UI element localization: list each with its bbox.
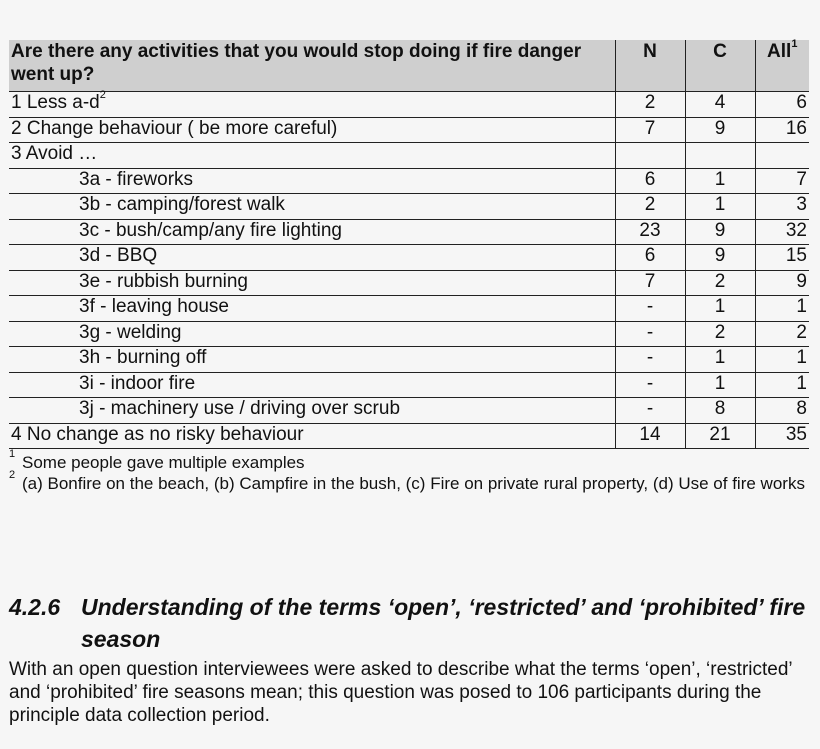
- row-label-text: 3a - fireworks: [79, 168, 194, 190]
- cell-all: 16: [755, 117, 809, 143]
- cell-c: 1: [685, 372, 755, 398]
- row-label: [9, 398, 615, 424]
- footnote-ref-1: 1: [791, 37, 798, 50]
- footnotes: [9, 448, 814, 495]
- table-row: [9, 194, 809, 220]
- cell-c: 1: [685, 168, 755, 194]
- cell-all: [755, 143, 809, 169]
- row-label: [9, 321, 615, 347]
- row-label: [9, 219, 615, 245]
- col-header-c: C: [685, 40, 755, 92]
- row-label-text: 3g - welding: [79, 321, 182, 343]
- cell-c: 9: [685, 245, 755, 271]
- table-row: [9, 296, 809, 322]
- row-label-text: 3e - rubbish burning: [79, 270, 248, 292]
- cell-all: 3: [755, 194, 809, 220]
- cell-n: 7: [615, 270, 685, 296]
- row-label-text: 3c - bush/camp/any fire lighting: [79, 219, 342, 241]
- cell-all: 1: [755, 296, 809, 322]
- row-label: [9, 88, 615, 118]
- table-row: [9, 347, 809, 373]
- row-label: [9, 270, 615, 296]
- row-label: [9, 347, 615, 373]
- footnote-mark: 2: [9, 469, 16, 482]
- table-row: [9, 398, 809, 424]
- table-row: [9, 270, 809, 296]
- cell-c: 4: [685, 92, 755, 118]
- col-header-n: N: [615, 40, 685, 92]
- footnote-text: (a) Bonfire on the beach, (b) Campfire in the bush, (c) Fire on private rural property, (d) Use of fire works: [22, 474, 805, 494]
- table-row: [9, 117, 809, 143]
- row-label-text: 3f - leaving house: [79, 296, 229, 317]
- row-label: [9, 245, 615, 271]
- cell-c: 1: [685, 347, 755, 373]
- cell-c: 2: [685, 321, 755, 347]
- cell-n: -: [615, 398, 685, 424]
- row-label: [9, 117, 615, 143]
- cell-n: 23: [615, 219, 685, 245]
- table-row: [9, 321, 809, 347]
- section-title-line2: season: [81, 625, 161, 652]
- table-row: [9, 168, 809, 194]
- row-label-text: 3i - indoor fire: [79, 372, 196, 394]
- cell-c: 9: [685, 219, 755, 245]
- cell-all: 9: [755, 270, 809, 296]
- table-row: [9, 143, 809, 169]
- cell-n: 6: [615, 168, 685, 194]
- cell-all: 8: [755, 398, 809, 424]
- table-header-row: [9, 40, 809, 92]
- section-heading: [9, 592, 809, 655]
- footnote-2: [9, 469, 814, 494]
- cell-n: 14: [615, 423, 685, 449]
- cell-c: 1: [685, 194, 755, 220]
- footnote-text: Some people gave multiple examples: [22, 453, 305, 472]
- cell-all: 2: [755, 321, 809, 347]
- row-label: [9, 143, 615, 169]
- cell-all: 32: [755, 219, 809, 245]
- cell-c: 9: [685, 117, 755, 143]
- row-label: [9, 168, 615, 194]
- cell-c: 2: [685, 270, 755, 296]
- section-number: 4.2.6: [9, 594, 61, 620]
- footnote-ref-2: 2: [99, 88, 106, 101]
- footnote-mark: 1: [9, 448, 16, 460]
- cell-n: -: [615, 372, 685, 398]
- cell-all: 7: [755, 168, 809, 194]
- row-label: [9, 372, 615, 398]
- section-title-line1: Understanding of the terms ‘open’, ‘restricted’ and ‘prohibited’ fire: [81, 594, 806, 620]
- table-row: [9, 92, 809, 118]
- activities-table: [9, 37, 809, 449]
- cell-n: 6: [615, 245, 685, 271]
- table-row: [9, 423, 809, 449]
- cell-n: -: [615, 296, 685, 322]
- cell-all: 1: [755, 372, 809, 398]
- cell-all: 15: [755, 245, 809, 271]
- row-label-text: 3j - machinery use / driving over scrub: [79, 398, 401, 419]
- col-header-all: All$^1$: [755, 40, 809, 92]
- row-label-text: 3 Avoid …: [11, 143, 98, 164]
- cell-all: 35: [755, 423, 809, 449]
- cell-c: 8: [685, 398, 755, 424]
- row-label-text: 2 Change behaviour ( be more careful): [11, 117, 338, 139]
- row-label-text: 3h - burning off: [79, 347, 207, 368]
- table-row: [9, 372, 809, 398]
- row-label-text: 1 Less a-d: [11, 92, 100, 113]
- cell-c: 1: [685, 296, 755, 322]
- row-label-text: 4 No change as no risky behaviour: [11, 423, 304, 445]
- cell-all: 6: [755, 92, 809, 118]
- cell-n: 7: [615, 117, 685, 143]
- row-label-text: 3d - BBQ: [79, 245, 158, 266]
- row-label: [9, 423, 615, 449]
- cell-c: 21: [685, 423, 755, 449]
- row-label: [9, 296, 615, 322]
- cell-all: 1: [755, 347, 809, 373]
- cell-c: [685, 143, 755, 169]
- question-header: Are there any activities that you would stop doing if fire danger went up?: [9, 40, 615, 92]
- cell-n: -: [615, 321, 685, 347]
- table-row: [9, 245, 809, 271]
- row-label-text: 3b - camping/forest walk: [79, 194, 285, 215]
- footnote-1: [9, 448, 814, 473]
- cell-n: 2: [615, 194, 685, 220]
- cell-n: -: [615, 347, 685, 373]
- table-row: [9, 219, 809, 245]
- row-label: [9, 194, 615, 220]
- cell-n: [615, 143, 685, 169]
- body-paragraph: With an open question interviewees were asked to describe what the terms ‘open’, ‘restricted’ and ‘prohibited’ fire seasons mean; this question was posed to 106 participants during the principle data collection period.: [9, 659, 792, 727]
- cell-n: 2: [615, 92, 685, 118]
